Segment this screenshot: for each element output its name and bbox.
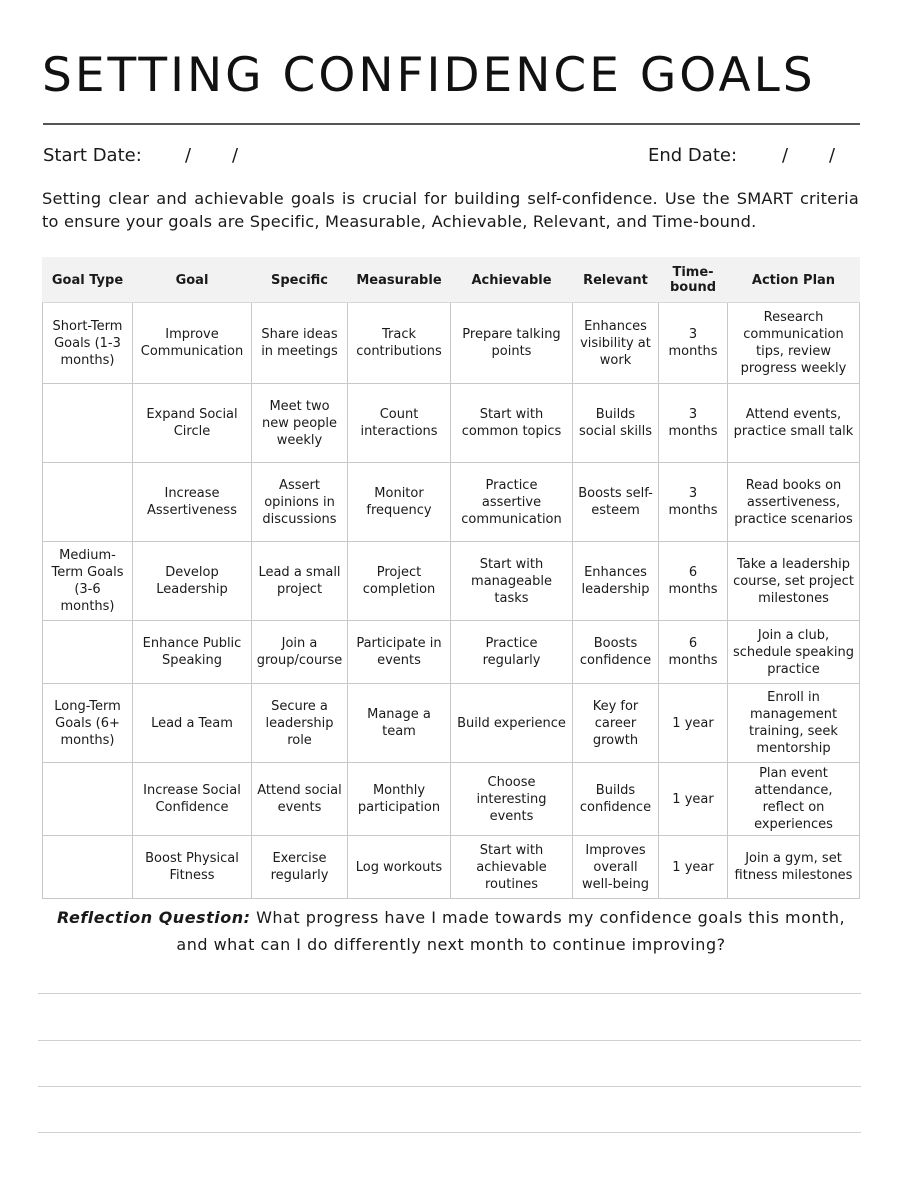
table-row <box>43 684 860 763</box>
cell-relevant[interactable]: Enhances visibility at work <box>573 303 659 384</box>
cell-time-bound[interactable]: 3 months <box>659 303 728 384</box>
cell-goal[interactable]: Increase Assertiveness <box>133 463 252 542</box>
cell-relevant[interactable]: Builds confidence <box>573 763 659 836</box>
cell-relevant[interactable]: Enhances leadership <box>573 542 659 621</box>
header-relevant: Relevant <box>573 258 659 303</box>
cell-measurable[interactable]: Project completion <box>348 542 451 621</box>
cell-goal[interactable]: Increase Social Confidence <box>133 763 252 836</box>
writing-line[interactable] <box>38 993 861 994</box>
table-header-row <box>43 258 860 303</box>
cell-achievable[interactable]: Start with achievable routines <box>451 836 573 899</box>
header-achievable: Achievable <box>451 258 573 303</box>
cell-goal-type[interactable]: Medium-Term Goals (3-6 months) <box>43 542 133 621</box>
end-date-label: End Date: <box>648 145 738 166</box>
cell-time-bound[interactable]: 3 months <box>659 384 728 463</box>
cell-time-bound[interactable]: 6 months <box>659 542 728 621</box>
header-action-plan: Action Plan <box>728 258 860 303</box>
cell-specific[interactable]: Assert opinions in discussions <box>252 463 348 542</box>
reflection-label: Reflection Question: <box>56 908 251 927</box>
cell-goal[interactable]: Enhance Public Speaking <box>133 621 252 684</box>
cell-goal[interactable]: Expand Social Circle <box>133 384 252 463</box>
cell-time-bound[interactable]: 1 year <box>659 763 728 836</box>
table-row <box>43 763 860 836</box>
cell-measurable[interactable]: Track contributions <box>348 303 451 384</box>
cell-measurable[interactable]: Participate in events <box>348 621 451 684</box>
cell-relevant[interactable]: Boosts confidence <box>573 621 659 684</box>
table-row <box>43 542 860 621</box>
writing-line[interactable] <box>38 1132 861 1133</box>
cell-relevant[interactable]: Key for career growth <box>573 684 659 763</box>
cell-goal-type[interactable]: Short-Term Goals (1-3 months) <box>43 303 133 384</box>
page-title: SETTING CONFIDENCE GOALS <box>42 48 816 103</box>
cell-goal[interactable]: Improve Communication <box>133 303 252 384</box>
cell-time-bound[interactable]: 3 months <box>659 463 728 542</box>
cell-goal[interactable]: Develop Leadership <box>133 542 252 621</box>
reflection-text: What progress have I made towards my confidence goals this month, and what can I do differently next month to continue improving? <box>176 908 846 954</box>
cell-time-bound[interactable]: 1 year <box>659 836 728 899</box>
cell-achievable[interactable]: Choose interesting events <box>451 763 573 836</box>
cell-relevant[interactable]: Boosts self-esteem <box>573 463 659 542</box>
end-date-slash-1: / <box>782 145 789 166</box>
cell-action-plan[interactable]: Attend events, practice small talk <box>728 384 860 463</box>
writing-line[interactable] <box>38 1040 861 1041</box>
cell-goal-type[interactable] <box>43 763 133 836</box>
smart-goals-table <box>42 257 860 899</box>
cell-achievable[interactable]: Practice assertive communication <box>451 463 573 542</box>
table-row <box>43 836 860 899</box>
cell-action-plan[interactable]: Take a leadership course, set project milestones <box>728 542 860 621</box>
cell-goal-type[interactable] <box>43 384 133 463</box>
cell-specific[interactable]: Secure a leadership role <box>252 684 348 763</box>
cell-measurable[interactable]: Monthly participation <box>348 763 451 836</box>
cell-achievable[interactable]: Start with manageable tasks <box>451 542 573 621</box>
table-row <box>43 621 860 684</box>
table-row <box>43 463 860 542</box>
end-date-slash-2: / <box>829 145 836 166</box>
cell-relevant[interactable]: Improves overall well-being <box>573 836 659 899</box>
cell-relevant[interactable]: Builds social skills <box>573 384 659 463</box>
end-date[interactable] <box>648 145 836 166</box>
reflection-question <box>40 904 862 958</box>
cell-goal[interactable]: Lead a Team <box>133 684 252 763</box>
cell-action-plan[interactable]: Research communication tips, review progress weekly <box>728 303 860 384</box>
cell-action-plan[interactable]: Enroll in management training, seek mentorship <box>728 684 860 763</box>
cell-specific[interactable]: Meet two new people weekly <box>252 384 348 463</box>
cell-goal-type[interactable] <box>43 836 133 899</box>
header-goal-type: Goal Type <box>43 258 133 303</box>
start-date[interactable] <box>43 145 239 166</box>
header-goal: Goal <box>133 258 252 303</box>
cell-specific[interactable]: Join a group/course <box>252 621 348 684</box>
cell-goal[interactable]: Boost Physical Fitness <box>133 836 252 899</box>
header-measurable: Measurable <box>348 258 451 303</box>
intro-paragraph: Setting clear and achievable goals is crucial for building self-confidence. Use the SMART criteria to ensure your goals are Specific, Measurable, Achievable, Relevant, and Time-bound. <box>42 189 859 231</box>
cell-time-bound[interactable]: 6 months <box>659 621 728 684</box>
cell-measurable[interactable]: Manage a team <box>348 684 451 763</box>
table-row <box>43 303 860 384</box>
cell-specific[interactable]: Attend social events <box>252 763 348 836</box>
cell-achievable[interactable]: Build experience <box>451 684 573 763</box>
cell-action-plan[interactable]: Plan event attendance, reflect on experiences <box>728 763 860 836</box>
start-date-slash-1: / <box>185 145 192 166</box>
cell-specific[interactable]: Lead a small project <box>252 542 348 621</box>
header-time-bound: Time-bound <box>659 258 728 303</box>
cell-measurable[interactable]: Log workouts <box>348 836 451 899</box>
cell-achievable[interactable]: Prepare talking points <box>451 303 573 384</box>
start-date-slash-2: / <box>232 145 239 166</box>
cell-specific[interactable]: Share ideas in meetings <box>252 303 348 384</box>
writing-line[interactable] <box>38 1086 861 1087</box>
cell-measurable[interactable]: Monitor frequency <box>348 463 451 542</box>
start-date-label: Start Date: <box>43 145 142 166</box>
cell-action-plan[interactable]: Read books on assertiveness, practice scenarios <box>728 463 860 542</box>
cell-achievable[interactable]: Start with common topics <box>451 384 573 463</box>
cell-goal-type[interactable]: Long-Term Goals (6+ months) <box>43 684 133 763</box>
cell-goal-type[interactable] <box>43 621 133 684</box>
cell-measurable[interactable]: Count interactions <box>348 384 451 463</box>
cell-time-bound[interactable]: 1 year <box>659 684 728 763</box>
cell-specific[interactable]: Exercise regularly <box>252 836 348 899</box>
table-row <box>43 384 860 463</box>
cell-goal-type[interactable] <box>43 463 133 542</box>
cell-action-plan[interactable]: Join a club, schedule speaking practice <box>728 621 860 684</box>
cell-action-plan[interactable]: Join a gym, set fitness milestones <box>728 836 860 899</box>
title-divider <box>43 123 860 125</box>
cell-achievable[interactable]: Practice regularly <box>451 621 573 684</box>
header-specific: Specific <box>252 258 348 303</box>
